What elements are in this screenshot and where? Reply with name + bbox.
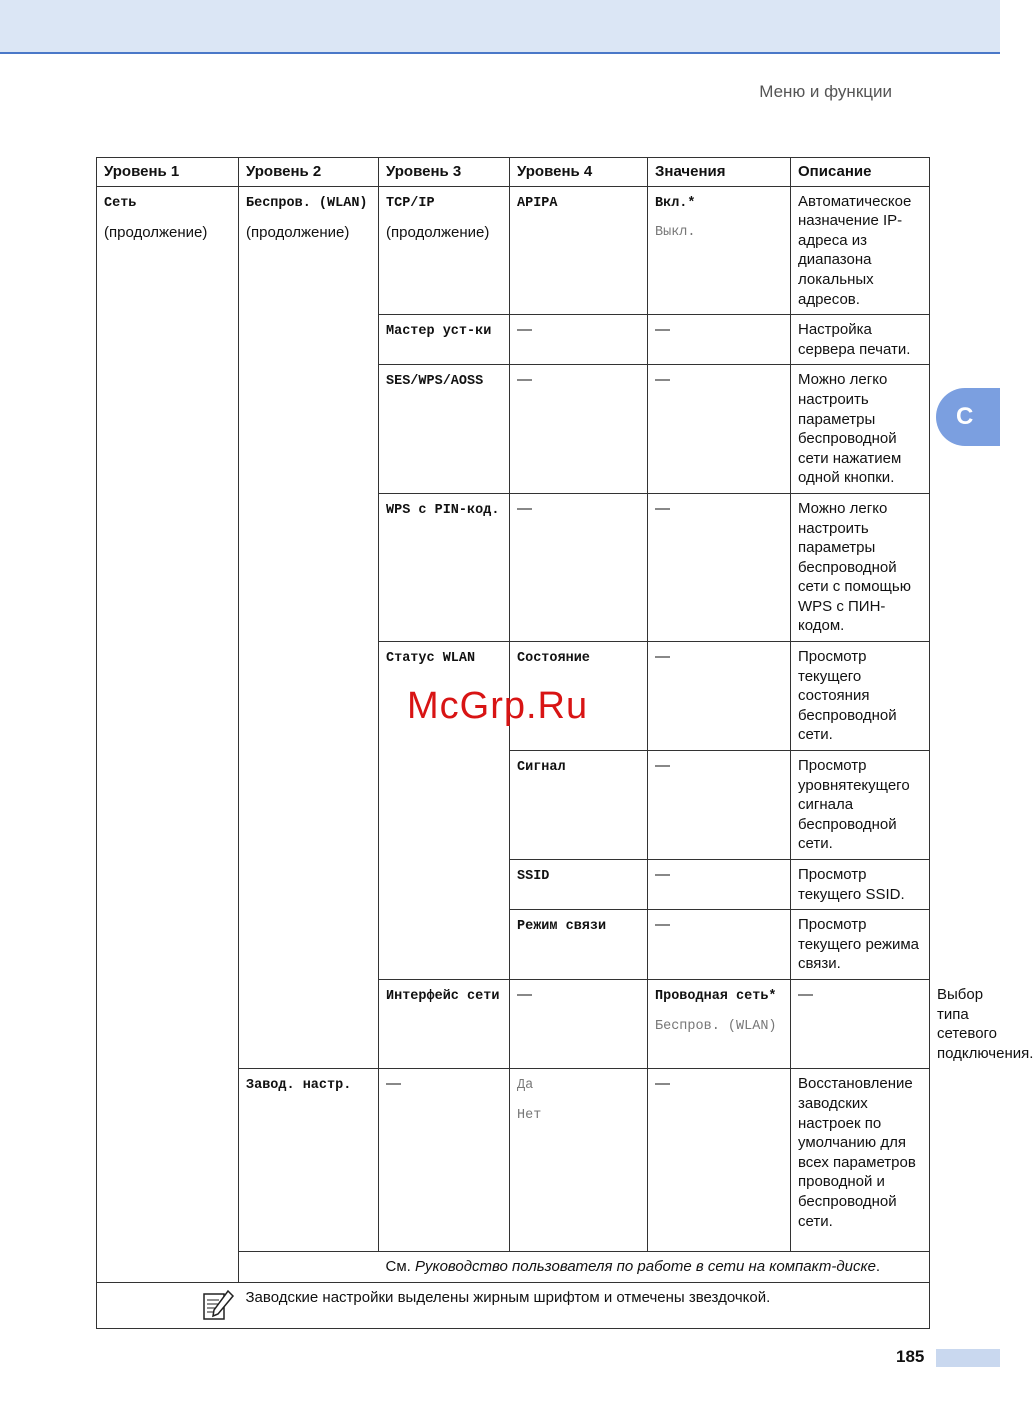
option-no: Нет xyxy=(517,1107,542,1123)
level4-apipa-cell xyxy=(510,186,648,315)
header-level1: Уровень 1 xyxy=(97,158,239,187)
value-master: — xyxy=(648,315,791,365)
level4-signal-cell xyxy=(510,751,648,860)
page-number: 185 xyxy=(896,1347,925,1366)
level2-wlan-cell xyxy=(239,186,379,1069)
desc-ssid: Просмотр текущего SSID. xyxy=(791,860,930,910)
level3-ses: SES/WPS/AOSS xyxy=(386,374,484,390)
level2-factory: Завод. настр. xyxy=(246,1078,352,1094)
desc-master: Настройка сервера печати. xyxy=(791,315,930,365)
level4-ses: — xyxy=(510,365,648,494)
desc-state: Просмотр текущего состояния беспроводной сети. xyxy=(791,642,930,751)
level3-status: Статус WLAN xyxy=(386,651,476,667)
table-header-row xyxy=(97,158,930,187)
level1-cell xyxy=(97,186,239,1282)
level3-master-cell xyxy=(379,315,510,365)
value-state: — xyxy=(648,642,791,751)
header-level4: Уровень 4 xyxy=(510,158,648,187)
value-mode: — xyxy=(648,910,791,980)
desc-mode: Просмотр текущего режима связи. xyxy=(791,910,930,980)
footnote-reference: Руководство пользователя по работе в сети на компакт-диске xyxy=(414,1258,876,1276)
value-wpspin: — xyxy=(648,493,791,641)
level4-mode-cell xyxy=(510,910,648,980)
level4-iface-cell xyxy=(648,979,791,1068)
appendix-tab: C xyxy=(936,388,1000,446)
header-level3: Уровень 3 xyxy=(379,158,510,187)
note-text: Заводские настройки выделены жирным шрифтом и отмечены звездочкой. xyxy=(239,1282,930,1328)
level2-factory-cell xyxy=(239,1069,379,1252)
level3-wpspin: WPS с PIN-код. xyxy=(386,502,500,518)
level4-ssid-cell xyxy=(510,860,648,910)
note-pencil-icon xyxy=(201,1288,235,1322)
table-row: Интерфейс сети — Проводная сеть* Беспров. (WLAN) — Выбор типа сетевого подключения. xyxy=(97,979,930,1068)
level4-mode: Режим связи xyxy=(517,919,607,935)
header-values: Значения xyxy=(648,158,791,187)
value-off: Выкл. xyxy=(655,225,696,241)
menu-table xyxy=(96,157,1033,1329)
level4-ssid: SSID xyxy=(517,869,550,884)
option-yes: Да xyxy=(517,1078,534,1094)
value-iface: — xyxy=(791,979,930,1068)
value-signal: — xyxy=(648,751,791,860)
level4-master: — xyxy=(510,315,648,365)
watermark: McGrp.Ru xyxy=(407,685,589,727)
level3-tcpip-continued: (продолжение) xyxy=(386,224,490,242)
values-apipa-cell xyxy=(648,186,791,315)
desc-wpspin: Можно легко настроить параметры беспроводной сети с помощью WPS с ПИН-кодом. xyxy=(791,493,930,641)
level3-wpspin-cell xyxy=(379,493,510,641)
value-factory: — xyxy=(648,1069,791,1252)
table-row xyxy=(97,186,930,315)
level3-tcpip-name: TCP/IP xyxy=(386,195,435,211)
level2-iface: Интерфейс сети xyxy=(386,988,500,1004)
note-icon-cell xyxy=(97,1282,239,1328)
page-band xyxy=(936,1349,1000,1367)
top-band xyxy=(0,0,1000,54)
section-title: Меню и функции xyxy=(759,82,892,101)
level1-name: Сеть xyxy=(104,195,137,211)
note-row xyxy=(97,1282,930,1328)
footnote-prefix: См. xyxy=(385,1258,415,1276)
option-wired: Проводная сеть* xyxy=(655,988,777,1004)
option-wireless: Беспров. (WLAN) xyxy=(655,1018,777,1034)
level4-state: Состояние xyxy=(517,651,590,667)
level3-iface: — xyxy=(510,979,648,1068)
footnote-suffix: . xyxy=(875,1258,881,1276)
desc-apipa: Автоматическое назначение IP-адреса из диапазона локальных адресов. xyxy=(791,186,930,315)
desc-ses: Можно легко настроить параметры беспроводной сети нажатием одной кнопки. xyxy=(791,365,930,494)
footnote-text xyxy=(379,1252,930,1283)
level1-continued: (продолжение) xyxy=(104,224,208,242)
level3-ses-cell xyxy=(379,365,510,494)
header-description: Описание xyxy=(791,158,930,187)
level3-factory: — xyxy=(379,1069,510,1252)
value-ses: — xyxy=(648,365,791,494)
level4-apipa: APIPA xyxy=(517,195,558,211)
level2-iface-cell xyxy=(379,979,510,1068)
level3-tcpip-cell xyxy=(379,186,510,315)
level4-wpspin: — xyxy=(510,493,648,641)
level4-factory-cell xyxy=(510,1069,648,1252)
level4-signal: Сигнал xyxy=(517,760,566,776)
value-on: Вкл.* xyxy=(655,195,696,211)
desc-signal: Просмотр уровнятекущего сигнала беспроводной сети. xyxy=(791,751,930,860)
level2-wlan-name: Беспров. (WLAN) xyxy=(246,195,368,211)
desc-factory: Восстановление заводских настроек по умолчанию для всех параметров проводной и беспроводной сети. xyxy=(791,1069,930,1252)
header-level2: Уровень 2 xyxy=(239,158,379,187)
level2-wlan-continued: (продолжение) xyxy=(246,224,350,242)
level3-master: Мастер уст-ки xyxy=(386,324,492,340)
value-ssid: — xyxy=(648,860,791,910)
